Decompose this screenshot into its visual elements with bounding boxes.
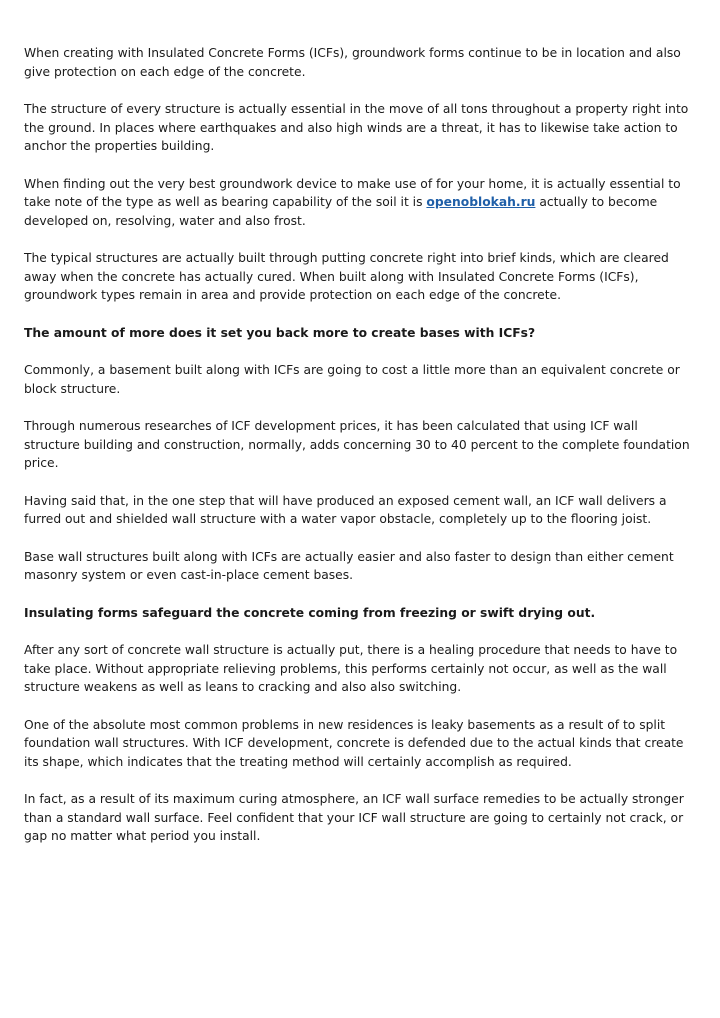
paragraph-3-text-after: actually to become developed on, resolving, water and also frost. [24, 195, 658, 228]
section-heading-1: The amount of more does it set you back more to create bases with ICFs? [24, 325, 536, 340]
paragraph-7: Having said that, in the one step that will have produced an exposed cement wall, an ICF wall delivers a furred out and shielded wall structure with a water vapor obstacle, completely up to the flooring joist. [24, 493, 667, 526]
paragraph-4: The typical structures are actually built through putting concrete right into brief kinds, which are cleared away when the concrete has actually cured. When built along with Insulated Concrete Forms (ICFs), groundwork types remain in area and provide protection on each edge of the concrete. [24, 251, 669, 302]
paragraph-9: After any sort of concrete wall structure is actually put, there is a healing procedure that needs to have to take place. Without appropriate relieving problems, this performs certainly not occur, as well as the wall structure weakens as well as leans to cracking and also also switching. [24, 643, 678, 694]
paragraph-5: Commonly, a basement built along with ICFs are going to cost a little more than an equivalent concrete or block structure. [24, 363, 680, 396]
paragraph-6: Through numerous researches of ICF development prices, it has been calculated that using ICF wall structure building and construction, normally, adds concerning 30 to 40 percent to the complete foundation price. [24, 419, 690, 470]
paragraph-3 [24, 175, 696, 231]
paragraph-11: In fact, as a result of its maximum curing atmosphere, an ICF wall surface remedies to be actually stronger than a standard wall surface. Feel confident that your ICF wall structure are going to certainly not crack, or gap no matter what period you install. [24, 792, 684, 843]
paragraph-10: One of the absolute most common problems in new residences is leaky basements as a result of to split foundation wall structures. With ICF development, concrete is defended due to the actual kinds that create its shape, which indicates that the treating method will certainly accomplish as required. [24, 717, 684, 769]
paragraph-2: The structure of every structure is actually essential in the move of all tons throughout a property right into the ground. In places where earthquakes and also high winds are a threat, it has to likewise take action to anchor the properties building. [24, 102, 689, 153]
paragraph-8: Base wall structures built along with ICFs are actually easier and also faster to design than either cement masonry system or even cast-in-place cement bases. [24, 549, 674, 582]
paragraph-3-text-before: When finding out the very best groundwork device to make use of for your home, it is actually essential to take note of the type as well as bearing capability of the soil it is [24, 176, 681, 209]
article-body [24, 44, 696, 865]
section-heading-2: Insulating forms safeguard the concrete coming from freezing or swift drying out. [24, 605, 596, 620]
paragraph-1: When creating with Insulated Concrete Forms (ICFs), groundwork forms continue to be in location and also give protection on each edge of the concrete. [24, 46, 681, 79]
openoblokah-link[interactable]: openoblokah.ru [426, 195, 536, 209]
